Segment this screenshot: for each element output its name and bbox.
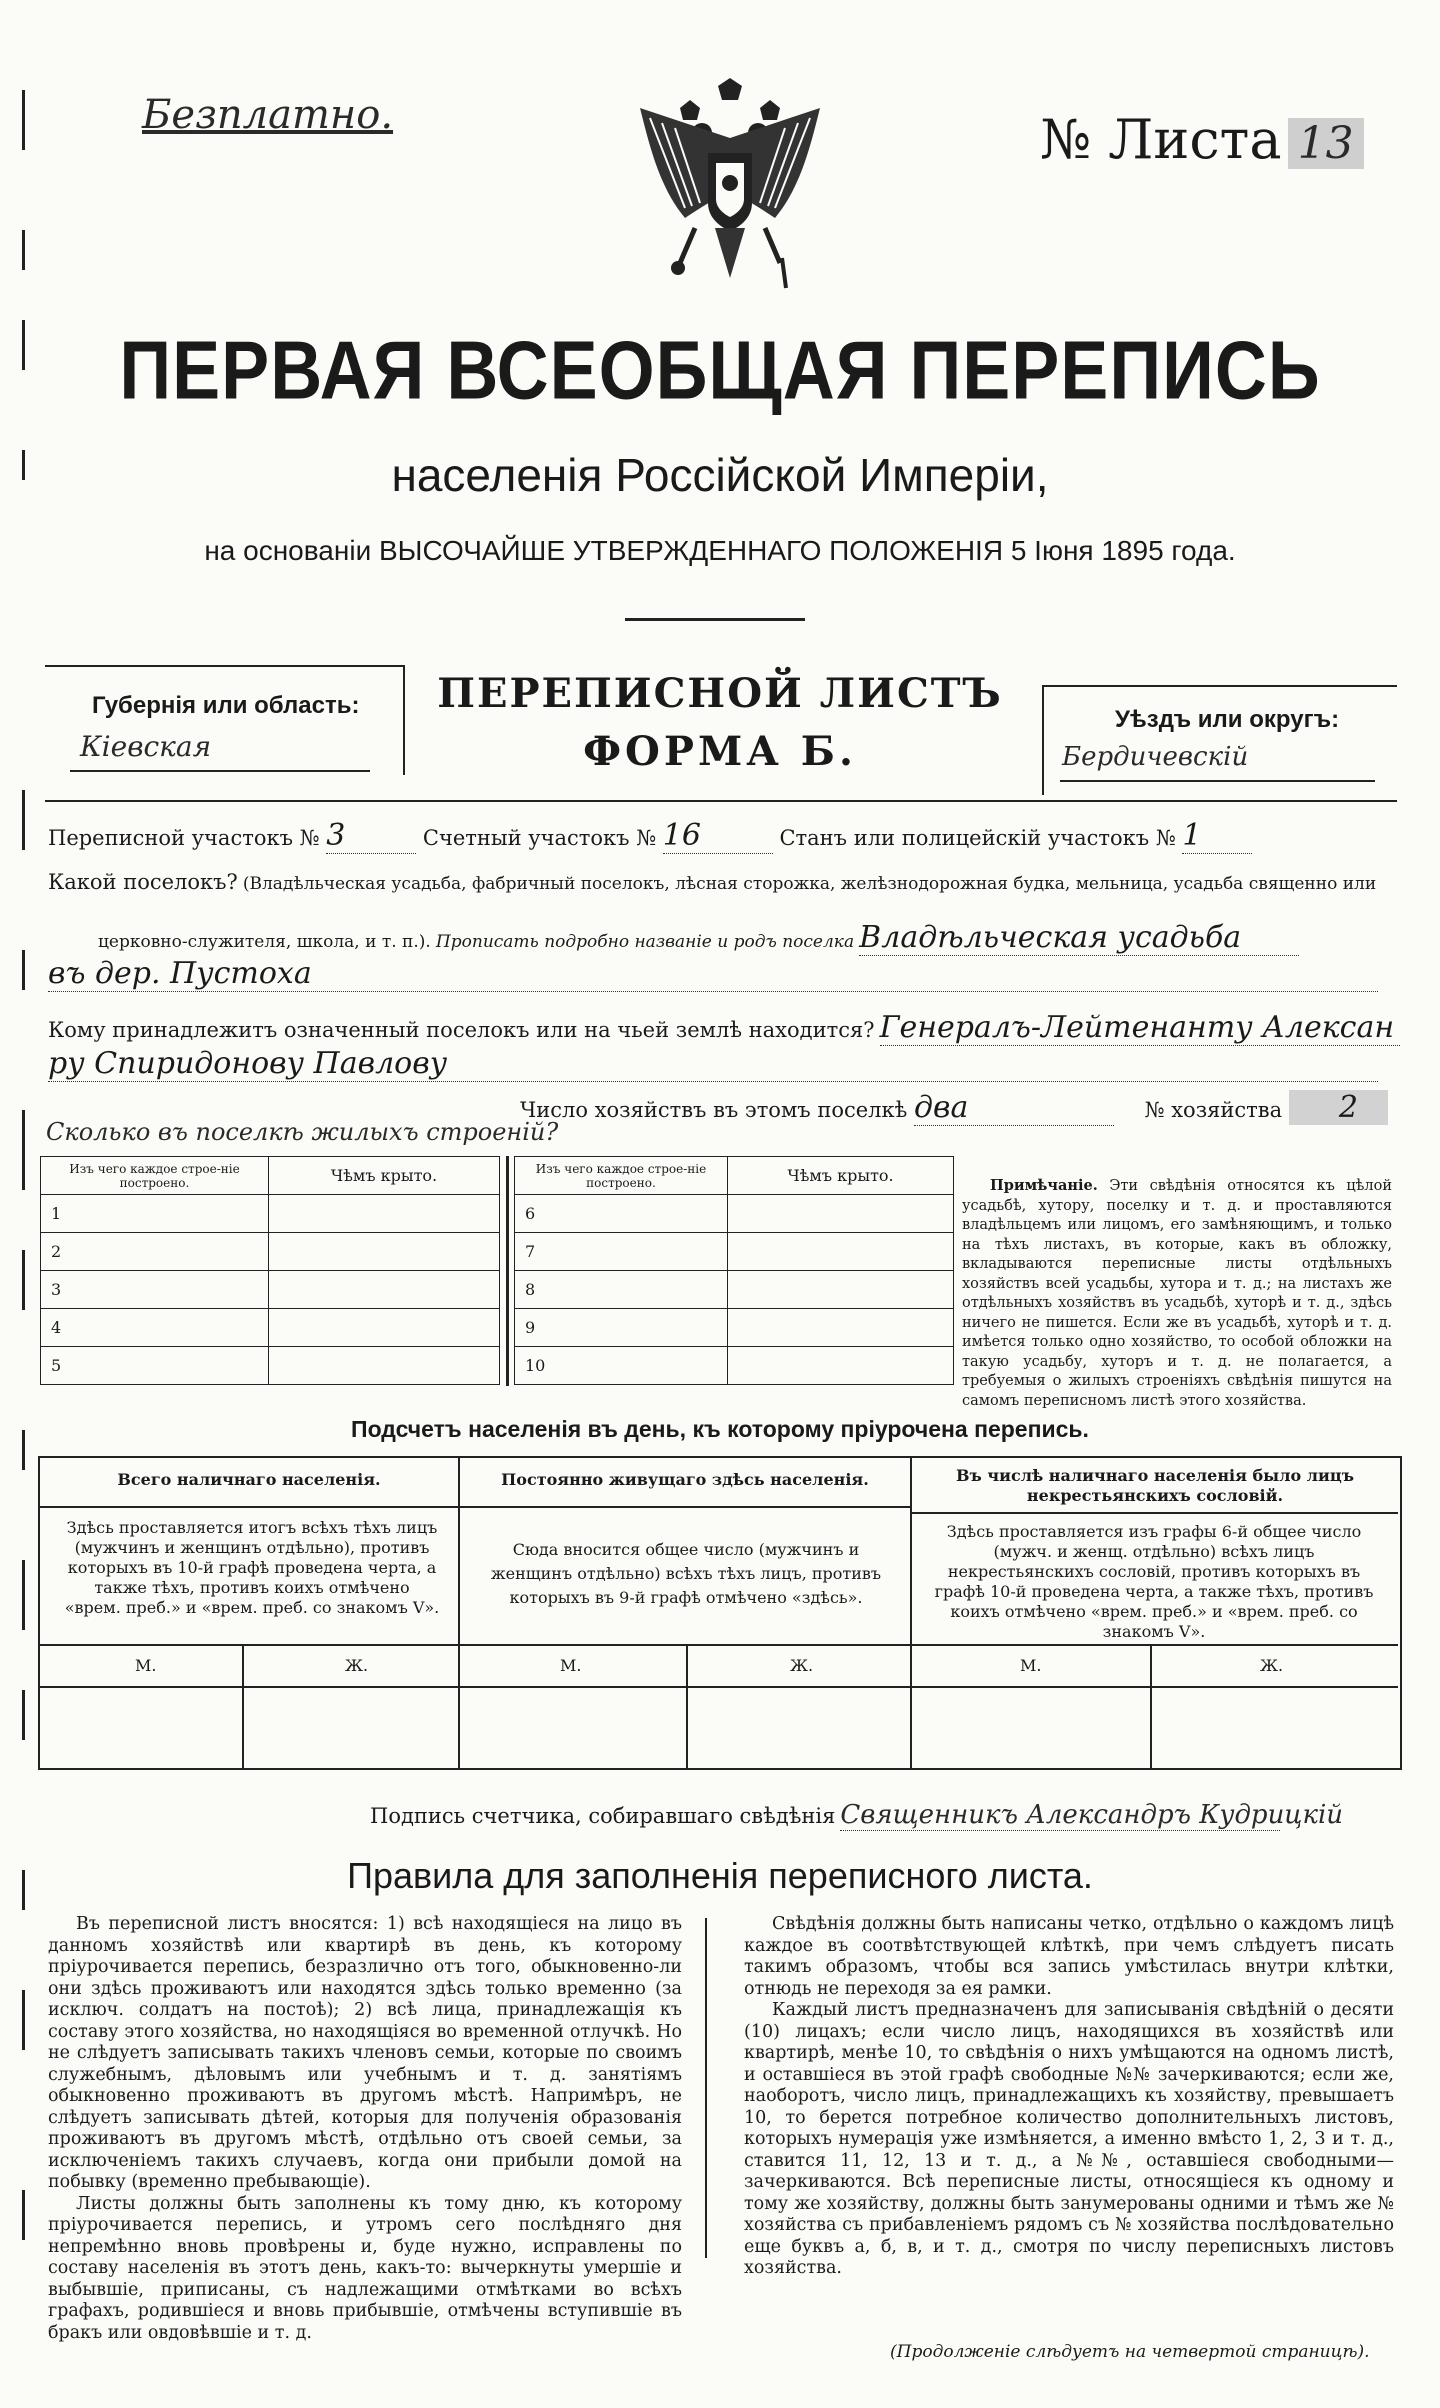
form-header-right-top-line	[1042, 685, 1397, 687]
household-number-label: № хозяйства	[1144, 1098, 1283, 1122]
continuation-note: (Продолженіе слѣдуетъ на четвертой страницѣ).	[890, 2342, 1370, 2362]
page-title: ПЕРВАЯ ВСЕОБЩАЯ ПЕРЕПИСЬ	[119, 325, 1321, 417]
population-header-line-2	[460, 1506, 910, 1508]
table-row: 1	[41, 1195, 269, 1233]
roof-cell[interactable]	[728, 1271, 954, 1309]
roof-cell[interactable]	[728, 1347, 954, 1385]
form-header-bottom-line	[45, 800, 1397, 802]
station-label: Станъ или полицейскій участокъ №	[779, 826, 1176, 850]
form-name: ФОРМА Б.	[583, 728, 857, 775]
settlement-question: Какой поселокъ?	[48, 870, 238, 894]
buildings-col1-header-right: Изъ чего каждое строе-ніе построено.	[515, 1157, 728, 1195]
note-block	[962, 1176, 1392, 1411]
census-area-label: Переписной участокъ №	[48, 826, 320, 850]
buildings-col2-header: Чѣмъ крыто.	[269, 1157, 500, 1195]
table-row: 3	[41, 1271, 269, 1309]
owner-question: Кому принадлежитъ означенный поселокъ или на чьей землѣ находится?	[48, 1018, 875, 1042]
tables-divider	[506, 1156, 509, 1386]
population-header-line-1	[40, 1506, 458, 1508]
female-count-1[interactable]	[244, 1688, 456, 1766]
sheet-label-text: № Листа	[1040, 108, 1282, 171]
rules-left-paragraph-2: Листы должны быть заполнены къ тому дню, къ которому пріурочивается перепись, и утромъ сего послѣдняго дня непремѣнно вновь провѣрены и, буде нужно, исправлены по составу населенія въ этотъ день, какъ-то: вычеркнуты умершіе и выбывшіе, приписаны, съ надлежащими отмѣтками во всѣхъ графахъ, родившіеся и вновь прибывшіе, отмѣчены вступившіе въ бракъ или овдовѣвшіе и т. д.	[48, 2193, 682, 2343]
population-col1-text: Здѣсь проставляется итогъ всѣхъ тѣхъ лицъ (мужчинъ и женщинъ отдѣльно), противъ которыхъ въ 10-й графѣ проведена черта, а также тѣхъ, противъ коихъ отмѣчено «врем. преб.» и «врем. преб. со знакомъ V».	[64, 1518, 440, 1617]
buildings-col2-header-right: Чѣмъ крыто.	[728, 1157, 954, 1195]
population-col3-text: Здѣсь проставляется изъ графы 6-й общее число (мужч. и женщ. отдѣльно) всѣхъ лицъ некрестьянскихъ сословій, противъ которыхъ въ графѣ 10-й проведена черта, а также тѣхъ, противъ коихъ отмѣчено «врем. преб.» и «врем. преб. со знакомъ V».	[934, 1522, 1374, 1641]
census-area-row	[48, 818, 1408, 854]
rules-column-divider	[705, 1918, 707, 2258]
female-label-1: Ж.	[345, 1656, 369, 1675]
settlement-value-1: Владѣльческая усадьба	[859, 920, 1299, 956]
male-label-3: М.	[1020, 1656, 1042, 1675]
binding-marks	[22, 90, 30, 2290]
settlement-value-2: въ дер. Пустоха	[48, 956, 1378, 992]
female-count-2[interactable]	[688, 1688, 908, 1766]
district-label: Уѣздъ или округъ:	[1115, 706, 1340, 733]
province-label: Губернія или область:	[92, 692, 360, 719]
roof-cell[interactable]	[728, 1195, 954, 1233]
roof-cell[interactable]	[269, 1347, 500, 1385]
rules-right-paragraph-2: Каждый листъ предназначенъ для записыванія свѣдѣній о десяти (10) лицахъ; если число лицъ, находящихся въ хозяйствѣ или квартирѣ, менѣе 10, то свѣдѣнія о нихъ умѣщаются на одномъ листѣ, и оставшіеся въ этой графѣ свободные №№ зачеркиваются; если же, наоборотъ, число лицъ, принадлежащихъ къ хозяйству, превышаетъ 10, то берется потребное количество дополнительныхъ листовъ, которыхъ нумерація уже измѣняется, а именно вмѣсто 1, 2, 3 и т. д., ставится 11, 12, 13 и т. д., а №№, оставшіеся свободными—зачеркиваются. Всѣ переписные листы, относящіеся къ одному и тому же хозяйству, должны быть занумерованы одними и тѣмъ же № хозяйства съ прибавленіемъ рядомъ съ № хозяйства послѣдовательно еще буквъ а, б, в, и т. д., смотря по числу переписныхъ листовъ хозяйства.	[744, 2000, 1394, 2278]
population-mf-top-line	[40, 1644, 1398, 1646]
table-row: 7	[515, 1233, 728, 1271]
population-col2-text: Сюда вносится общее число (мужчинъ и женщинъ отдѣльно) всѣхъ тѣхъ лицъ, противъ которыхъ въ 9-й графѣ отмѣчено «здѣсь».	[490, 1540, 882, 1607]
census-area-value: 3	[326, 818, 416, 854]
female-count-3[interactable]	[1152, 1688, 1396, 1766]
form-title: ПЕРЕПИСНОЙ ЛИСТЪ	[437, 670, 1003, 717]
owner-value-2: ру Спиридонову Павлову	[48, 1046, 1378, 1082]
female-label-2: Ж.	[790, 1656, 814, 1675]
note-title: Примѣчаніе.	[990, 1177, 1098, 1194]
counting-area-value: 16	[663, 818, 773, 854]
basis-line: на основаніи ВЫСОЧАЙШЕ УТВЕРЖДЕННАГО ПОЛОЖЕНІЯ 5 Іюня 1895 года.	[204, 535, 1236, 566]
coat-of-arms	[630, 78, 830, 308]
rules-left-paragraph-1: Въ переписной листъ вносятся: 1) всѣ находящіеся на лицо въ данномъ хозяйствѣ или квартирѣ въ день, къ которому пріурочивается перепись, безразлично отъ того, обыкновенно-ли они здѣсь проживаютъ или находятся здѣсь только временно (за исключ. солдатъ на постоѣ); 2) всѣ лица, принадлежащія къ составу этого хозяйства, но находящіяся во временной отлучкѣ. Но не слѣдуетъ записывать такихъ членовъ семьи, которые по своимъ служебнымъ, дѣловымъ или учебнымъ и т. д. занятіямъ обыкновенно проживаютъ въ другомъ мѣстѣ. Напримѣръ, не слѣдуетъ записывать дѣтей, которыя для полученія образованія проживаютъ въ другомъ мѣстѣ, отдѣльно отъ своей семьи, за исключеніемъ такихъ случаевъ, когда они прибыли домой на побывку (временно пребывающіе).	[48, 1914, 682, 2192]
male-count-1[interactable]	[42, 1688, 240, 1766]
owner-row-2	[48, 1046, 1408, 1082]
settlement-row-3	[48, 956, 1408, 992]
population-header-line-3	[912, 1512, 1398, 1514]
table-row: 4	[41, 1309, 269, 1347]
double-headed-eagle-icon	[630, 78, 830, 308]
buildings-table-right	[514, 1156, 954, 1385]
buildings-question: Сколько въ поселкѣ жилыхъ строеній?	[46, 1118, 559, 1146]
form-header-left-divider	[403, 665, 405, 775]
male-count-3[interactable]	[914, 1688, 1148, 1766]
male-label-1: М.	[135, 1656, 157, 1675]
population-col3-header: Въ числѣ наличнаго населенія было лицъ некрестьянскихъ сословій.	[956, 1466, 1354, 1505]
roof-cell[interactable]	[269, 1195, 500, 1233]
buildings-table-left	[40, 1156, 500, 1385]
owner-value-1: Генералъ-Лейтенанту Алексан	[880, 1010, 1400, 1046]
buildings-col1-header: Изъ чего каждое строе-ніе построено.	[41, 1157, 269, 1195]
households-row	[520, 1090, 1400, 1126]
population-col2-header: Постоянно живущаго здѣсь населенія.	[501, 1470, 869, 1489]
roof-cell[interactable]	[269, 1233, 500, 1271]
population-col-divider-1	[458, 1456, 460, 1768]
rules-right-column	[744, 1914, 1394, 2280]
male-count-2[interactable]	[462, 1688, 684, 1766]
roof-cell[interactable]	[269, 1271, 500, 1309]
table-row: 10	[515, 1347, 728, 1385]
sheet-number: 13	[1288, 118, 1364, 169]
counting-area-label: Счетный участокъ №	[422, 826, 657, 850]
title-divider	[625, 618, 805, 621]
settlement-hint-1: (Владѣльческая усадьба, фабричный поселокъ, лѣсная сторожка, желѣзнодорожная будка, мельница, усадьба священно или	[242, 874, 1377, 894]
roof-cell[interactable]	[728, 1233, 954, 1271]
settlement-row	[48, 870, 1408, 894]
settlement-row-2	[98, 920, 1408, 956]
subtitle: населенія Россійской Имперіи,	[391, 449, 1049, 501]
district-underline	[1060, 780, 1375, 782]
table-row: 5	[41, 1347, 269, 1385]
form-header-right-divider	[1042, 685, 1044, 795]
table-row: 2	[41, 1233, 269, 1271]
table-row: 8	[515, 1271, 728, 1309]
rules-title: Правила для заполненія переписного листа.	[347, 1855, 1093, 1896]
female-label-3: Ж.	[1260, 1656, 1284, 1675]
province-value: Кiевская	[80, 730, 212, 763]
sheet-label	[1040, 108, 1364, 171]
households-value: два	[914, 1090, 1114, 1126]
table-row: 9	[515, 1309, 728, 1347]
table-row: 6	[515, 1195, 728, 1233]
free-label: Безплатно.	[142, 92, 394, 138]
roof-cell[interactable]	[269, 1309, 500, 1347]
station-value: 1	[1182, 818, 1252, 854]
population-col-divider-2	[910, 1456, 912, 1768]
rules-left-column	[48, 1914, 682, 2344]
signature-value: Священникъ Александръ Кудрицкiй	[840, 1800, 1344, 1830]
signature-label: Подпись счетчика, собиравшаго свѣдѣнія	[370, 1804, 836, 1828]
rules-right-paragraph-1: Свѣдѣнія должны быть написаны четко, отдѣльно о каждомъ лицѣ каждое въ соотвѣтствующей клѣткѣ, при чемъ слѣдуетъ писать такимъ образомъ, чтобы вся запись умѣстилась внутри клѣтки, отнюдь не переходя за ея рамки.	[744, 1914, 1394, 1999]
male-label-2: М.	[560, 1656, 582, 1675]
owner-row	[48, 1010, 1408, 1046]
household-number-value: 2	[1289, 1090, 1388, 1125]
form-header-top-line	[45, 665, 405, 667]
settlement-instruction: Прописать подробно названіе и родъ поселка	[435, 932, 855, 952]
signature-row	[370, 1800, 1410, 1831]
settlement-hint-2: церковно-служителя, школа, и т. п.).	[98, 932, 431, 952]
population-title: Подсчетъ населенія въ день, къ которому пріурочена перепись.	[351, 1416, 1089, 1442]
population-col1-header: Всего наличнаго населенія.	[117, 1470, 381, 1489]
province-underline	[70, 770, 370, 772]
district-value: Бердичевскiй	[1062, 742, 1249, 772]
households-label: Число хозяйствъ въ этомъ поселкѣ	[520, 1098, 908, 1122]
note-text: Эти свѣдѣнія относятся къ цѣлой усадьбѣ, хутору, поселку и т. д. и проставляются владѣльцемъ или лицомъ, его замѣняющимъ, и только на тѣхъ листахъ, въ которые, какъ въ обложку, вкладываются переписные листы отдѣльныхъ хозяйствъ всей усадьбы, хутора и т. д.; на листахъ же отдѣльныхъ хозяйствъ въ усадьбѣ, хуторѣ и т. д., здѣсь ничего не пишется. Если же въ усадьбѣ, хуторѣ и т. д. имѣется только одно хозяйство, то особой обложки на такую усадьбу, хуторъ и т. д. не полагается, а требуемыя о жилыхъ строеніяхъ свѣдѣнія пишутся на самомъ переписномъ листѣ этого хозяйства.	[962, 1178, 1392, 1409]
roof-cell[interactable]	[728, 1309, 954, 1347]
